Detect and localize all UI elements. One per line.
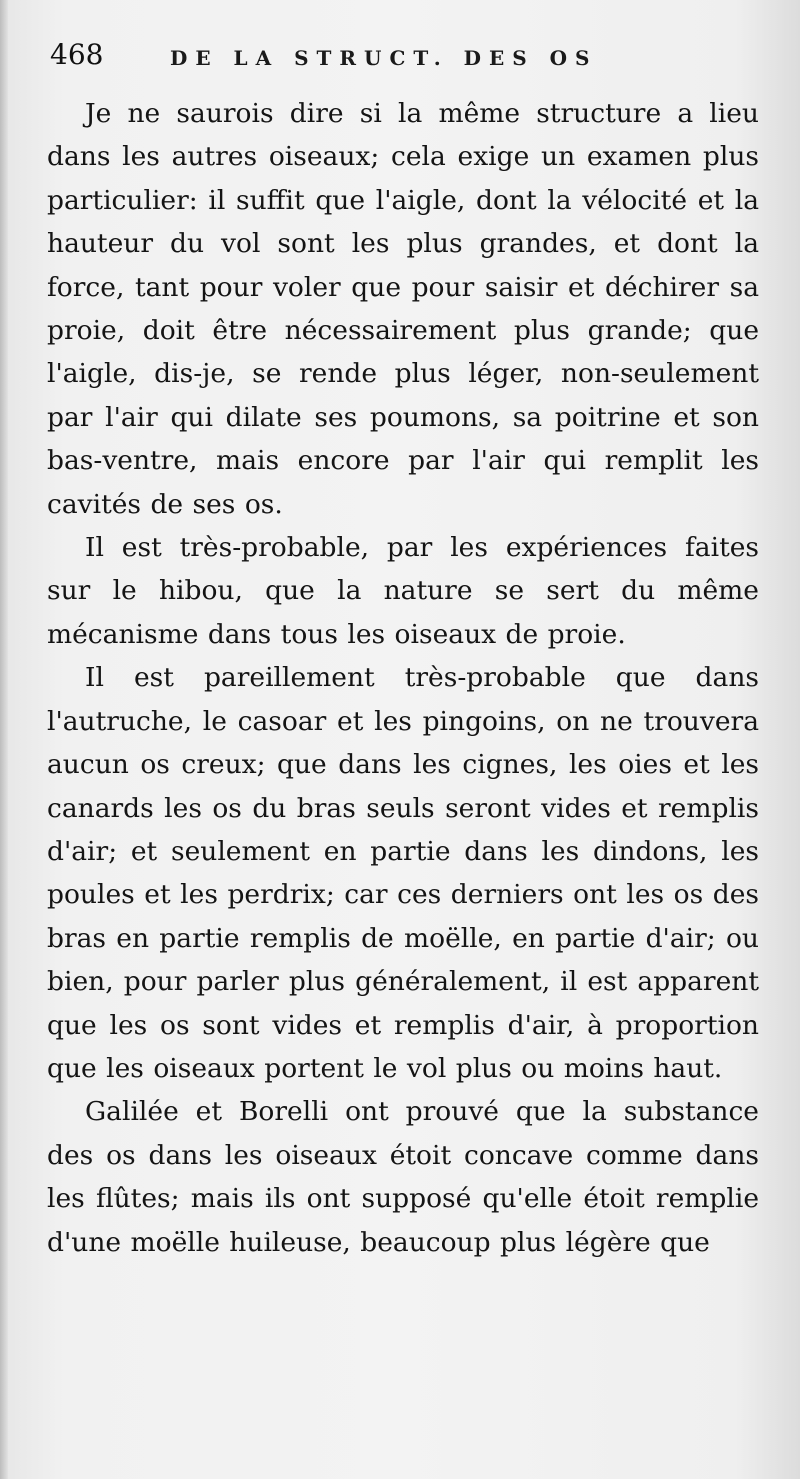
paragraph-4: Galilée et Borelli ont prouvé que la substance des os dans les oiseaux étoit concave comme dans les flûtes; mais ils ont supposé qu'elle étoit remplie d'une moëlle huileuse, beaucoup plus légère que — [47, 1096, 759, 1258]
page-gutter-edge — [0, 0, 8, 1479]
paragraph-1: Je ne saurois dire si la même structure a lieu dans les autres oiseaux; cela exige un examen plus particulier: il suffit que l'aigle, dont la vélocité et la hauteur du vol sont les plus grandes, et dont la force, tant pour voler que pour saisir et déchirer sa proie, doit être nécessairement plus grande; que l'aigle, dis-je, se rende plus léger, non-seulement par l'air qui dilate ses poumons, sa poitrine et son bas-ventre, mais encore par l'air qui remplit les cavités de ses os. — [47, 98, 759, 520]
running-head: DE LA STRUCT. DES OS — [170, 46, 598, 70]
page-number: 468 — [50, 38, 104, 71]
page-header — [50, 38, 770, 82]
paragraph-2: Il est très-probable, par les expériences faites sur le hibou, que la nature se sert du même mécanisme dans tous les oiseaux de proie. — [47, 532, 759, 650]
paragraph-3: Il est pareillement très-probable que dans l'autruche, le casoar et les pingoins, on ne trouvera aucun os creux; que dans les cignes, les oies et les canards les os du bras seuls seront vides et remplis d'air; et seulement en partie dans les dindons, les poules et les perdrix; car ces derniers ont les os des bras en partie remplis de moëlle, en partie d'air; ou bien, pour parler plus généralement, il est apparent que les os sont vides et remplis d'air, à proportion que les oiseaux portent le vol plus ou moins haut. — [47, 662, 759, 1084]
body-text — [47, 92, 759, 1264]
